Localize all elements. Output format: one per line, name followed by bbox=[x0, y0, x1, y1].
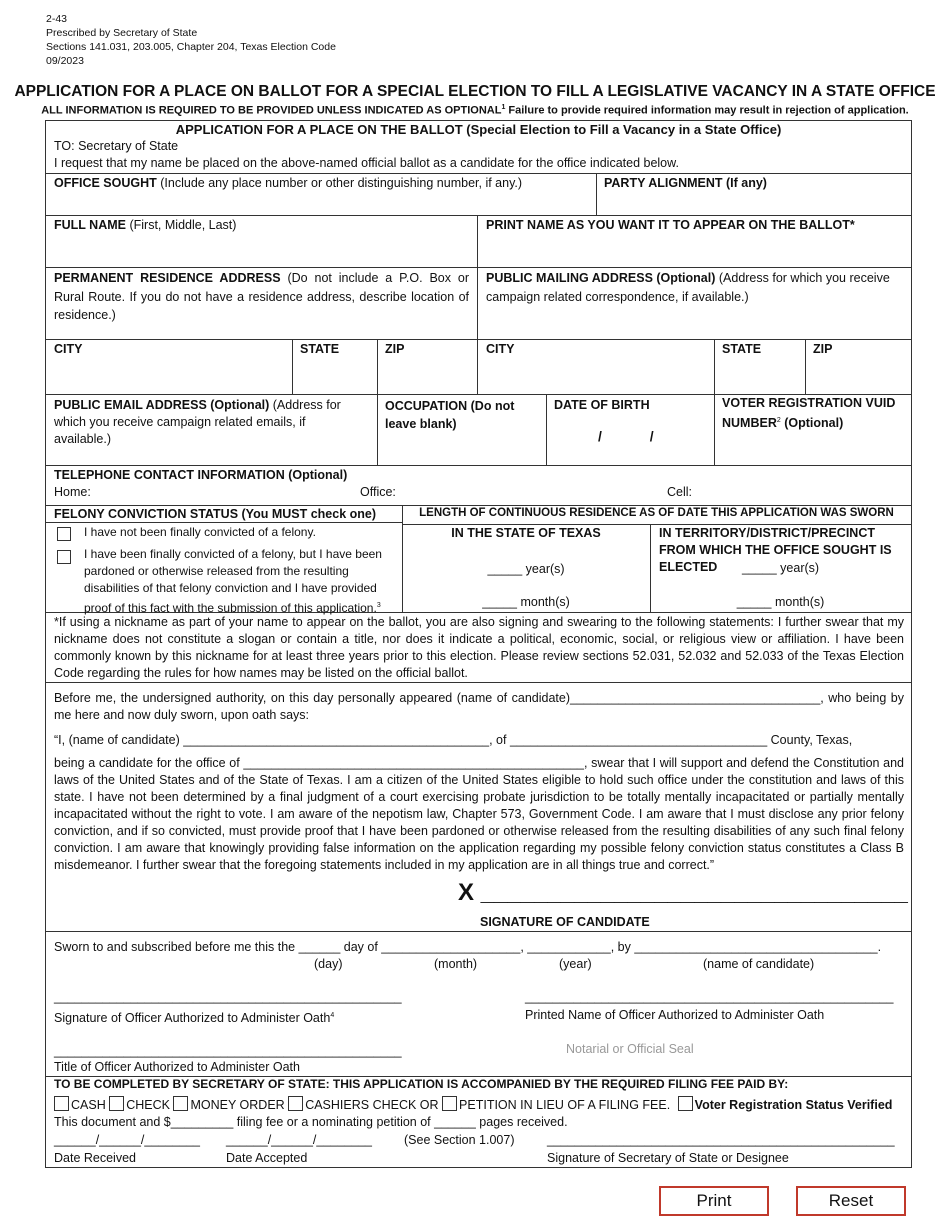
date-received-field[interactable]: ______/______/________ bbox=[54, 1133, 200, 1147]
footnote-4: 4 bbox=[330, 1012, 335, 1019]
residence-territory-label: IN TERRITORY/DISTRICT/PRECINCT FROM WHICH THE OFFICE SOUGHT IS ELECTED bbox=[659, 526, 892, 574]
document-received-line[interactable]: This document and $_________ filing fee or a nominating petition of ______ pages received. bbox=[54, 1115, 568, 1129]
fee-options bbox=[54, 1096, 892, 1114]
email-label: PUBLIC EMAIL ADDRESS (Optional) bbox=[54, 398, 270, 412]
territory-years-field[interactable]: _____ year(s) bbox=[741, 561, 820, 575]
territory-months-field[interactable]: _____ month(s) bbox=[736, 595, 825, 609]
city-field[interactable]: CITY bbox=[54, 342, 83, 356]
form-number: 2-43 bbox=[46, 13, 68, 25]
party-alignment-field[interactable]: PARTY ALIGNMENT (If any) bbox=[604, 176, 767, 190]
office-sought-hint: (Include any place number or other distinguishing number, if any.) bbox=[156, 176, 523, 190]
officer-signature-text: Signature of Officer Authorized to Administer Oath bbox=[54, 1011, 331, 1026]
sos-heading: TO BE COMPLETED BY SECRETARY OF STATE: THIS APPLICATION IS ACCOMPANIED BY THE REQUIRED FILING FEE PAID BY: bbox=[54, 1077, 789, 1091]
candidate-name-caption: (name of candidate) bbox=[703, 957, 815, 971]
footnote-1: 1 bbox=[501, 104, 506, 111]
texas-years-field[interactable]: _____ year(s) bbox=[487, 562, 565, 576]
officer-title-label: Title of Officer Authorized to Administer Oath bbox=[54, 1060, 300, 1074]
form-header bbox=[46, 12, 336, 68]
felony-option-2-label bbox=[84, 546, 394, 617]
oath-intro: Before me, the undersigned authority, on this day personally appeared (name of candidate)____________________________________, who being by me here and now duly sworn, upon oath says: bbox=[54, 691, 904, 722]
sos-signature-label: Signature of Secretary of State or Designee bbox=[547, 1151, 789, 1165]
full-name-field[interactable] bbox=[54, 217, 236, 234]
dob-separators: / / bbox=[598, 428, 654, 444]
officer-signature-line[interactable]: __________________________________________________ bbox=[54, 990, 402, 1004]
see-section-note: (See Section 1.007) bbox=[404, 1133, 515, 1147]
vuid-optional: (Optional) bbox=[780, 416, 844, 431]
page-title: APPLICATION FOR A PLACE ON BALLOT FOR A SPECIAL ELECTION TO FILL A LEGISLATIVE VACANCY IN A STATE OFFICE bbox=[14, 83, 936, 100]
money-order-checkbox[interactable] bbox=[173, 1096, 188, 1111]
felony-option-2-checkbox[interactable] bbox=[57, 550, 71, 564]
subtitle-rejection: Failure to provide required information may result in rejection of application. bbox=[505, 104, 909, 117]
day-caption: (day) bbox=[314, 957, 343, 971]
year-caption: (year) bbox=[559, 957, 592, 971]
email-hint: (Address for which you receive campaign related emails, if available.) bbox=[54, 398, 341, 446]
application-form bbox=[45, 120, 912, 1168]
candidate-signature-line[interactable]: X ________________________________ bbox=[458, 879, 908, 906]
date-received-label: Date Received bbox=[54, 1151, 136, 1165]
felony-option-1-checkbox[interactable] bbox=[57, 527, 71, 541]
felony-option-2-text: I have been finally convicted of a felony, but I have been pardoned or otherwise released from the resulting disabilities of that felony conviction and I have provided proof of this fact with the submission of this application. bbox=[84, 547, 382, 615]
mailing-address-label: PUBLIC MAILING ADDRESS (Optional) bbox=[486, 271, 716, 285]
mailing-address-hint: (Address for which you receive campaign related correspondence, if available.) bbox=[486, 271, 890, 304]
occupation-field[interactable]: OCCUPATION (Do not leave blank) bbox=[385, 399, 515, 431]
permanent-address-label: PERMANENT RESIDENCE ADDRESS bbox=[54, 271, 281, 285]
to-line: TO: Secretary of State bbox=[54, 139, 179, 153]
home-phone-field[interactable]: Home: bbox=[54, 485, 91, 499]
office-phone-field[interactable]: Office: bbox=[360, 485, 396, 499]
money-order-label: MONEY ORDER bbox=[190, 1098, 285, 1112]
code-sections: Sections 141.031, 203.005, Chapter 204, Texas Election Code bbox=[46, 41, 336, 53]
voter-verified-checkbox[interactable] bbox=[678, 1096, 693, 1111]
telephone-label: TELEPHONE CONTACT INFORMATION (Optional) bbox=[54, 468, 348, 482]
mailing-address-field[interactable] bbox=[486, 269, 906, 306]
texas-months-field[interactable]: _____ month(s) bbox=[482, 595, 570, 609]
officer-printed-name-line[interactable]: _____________________________________________________ bbox=[525, 990, 894, 1004]
petition-checkbox[interactable] bbox=[442, 1096, 457, 1111]
notarial-seal-area: Notarial or Official Seal bbox=[566, 1042, 694, 1056]
office-sought-field[interactable] bbox=[54, 175, 584, 192]
full-name-hint: (First, Middle, Last) bbox=[126, 218, 237, 232]
residence-texas-label: IN THE STATE OF TEXAS bbox=[451, 526, 601, 540]
office-sought-label: OFFICE SOUGHT bbox=[54, 176, 157, 190]
form-heading: APPLICATION FOR A PLACE ON THE BALLOT (Special Election to Fill a Vacancy in a State Office) bbox=[175, 122, 782, 137]
nickname-note: *If using a nickname as part of your name to appear on the ballot, you are also signing and swearing to the following statements: I further swear that my nickname does not constitute a slogan or contain a title, nor does it indicate a political, economic, social, or religious view or affiliation. I have been commonly known by this nickname for at least three years prior to this election. Please review sections 52.031, 52.032 and 52.033 of the Texas Election Code regarding the rules for how names may be listed on the official ballot. bbox=[54, 615, 904, 680]
cashiers-check-checkbox[interactable] bbox=[288, 1096, 303, 1111]
petition-label: PETITION IN LIEU OF A FILING FEE. bbox=[459, 1098, 671, 1112]
sworn-line[interactable]: Sworn to and subscribed before me this the ______ day of ____________________, ____________, by ___________________________________. bbox=[54, 940, 882, 954]
oath-candidate-line: “I, (name of candidate) ____________________________________________, of _____________________________________ County, Texas, bbox=[54, 733, 853, 747]
form-date: 09/2023 bbox=[46, 55, 84, 67]
reset-button[interactable]: Reset bbox=[796, 1186, 906, 1216]
felony-heading: FELONY CONVICTION STATUS (You MUST check one) bbox=[54, 507, 377, 521]
state-field[interactable]: STATE bbox=[300, 342, 340, 356]
request-line: I request that my name be placed on the above-named official ballot as a candidate for the office indicated below. bbox=[54, 156, 679, 170]
cash-label: CASH bbox=[71, 1098, 106, 1112]
officer-signature-label bbox=[54, 1007, 334, 1027]
ballot-name-field[interactable]: PRINT NAME AS YOU WANT IT TO APPEAR ON THE BALLOT* bbox=[486, 218, 855, 232]
sos-signature-line[interactable]: __________________________________________________ bbox=[547, 1133, 895, 1147]
cell-phone-field[interactable]: Cell: bbox=[667, 485, 693, 499]
print-button[interactable]: Print bbox=[659, 1186, 769, 1216]
full-name-label: FULL NAME bbox=[54, 218, 126, 232]
felony-option-1-label: I have not been finally convicted of a felony. bbox=[84, 525, 316, 539]
mailing-zip-field[interactable]: ZIP bbox=[813, 342, 833, 356]
cashiers-check-label: CASHIERS CHECK OR bbox=[305, 1098, 439, 1112]
cash-checkbox[interactable] bbox=[54, 1096, 69, 1111]
permanent-address-hint: (Do not include a P.O. Box or Rural Route. If you do not have a residence address, describe location of residence.) bbox=[54, 271, 469, 322]
dob-field[interactable]: DATE OF BIRTH bbox=[554, 398, 650, 412]
residence-heading: LENGTH OF CONTINUOUS RESIDENCE AS OF DATE THIS APPLICATION WAS SWORN bbox=[419, 507, 894, 519]
date-accepted-field[interactable]: ______/______/________ bbox=[226, 1133, 372, 1147]
footnote-2: 2 bbox=[776, 417, 781, 424]
voter-verified-label: Voter Registration Status Verified bbox=[694, 1098, 893, 1112]
permanent-address-field[interactable] bbox=[54, 269, 469, 325]
zip-field[interactable]: ZIP bbox=[385, 342, 405, 356]
check-label: CHECK bbox=[126, 1098, 170, 1112]
officer-printed-name-label: Printed Name of Officer Authorized to Administer Oath bbox=[525, 1008, 825, 1022]
mailing-state-field[interactable]: STATE bbox=[722, 342, 762, 356]
officer-title-line[interactable]: __________________________________________________ bbox=[54, 1044, 402, 1058]
page-subtitle bbox=[0, 104, 950, 117]
subtitle-required: ALL INFORMATION IS REQUIRED TO BE PROVIDED UNLESS INDICATED AS OPTIONAL bbox=[41, 104, 502, 117]
month-caption: (month) bbox=[434, 957, 478, 971]
prescribed-by: Prescribed by Secretary of State bbox=[46, 27, 198, 39]
footnote-3: 3 bbox=[376, 602, 381, 609]
mailing-city-field[interactable]: CITY bbox=[486, 342, 515, 356]
oath-body: being a candidate for the office of _________________________________________________, swear that I will support and defend the Constitution and laws of the United States and of the State of Texas. I am a citizen of the United States eligible to hold such office under the constitution and laws of this state. I have not been determined by a final judgment of a court exercising probate jurisdiction to be totally mentally incapacitated or partially mentally incapacitated without the right to vote. I am aware of the nepotism law, Chapter 573, Government Code. I am aware that I must disclose any prior felony conviction, and if so convicted, must provide proof that I have been pardoned or otherwise released from the resulting disabilities of any such final felony conviction. I am aware that knowingly providing false information on the application regarding my possible felony conviction status constitutes a Class B misdemeanor. I further swear that the foregoing statements included in my application are in all things true and correct.” bbox=[54, 756, 904, 872]
date-accepted-label: Date Accepted bbox=[226, 1151, 308, 1165]
vuid-field[interactable] bbox=[722, 395, 907, 432]
vuid-label: VOTER REGISTRATION VUID NUMBER bbox=[722, 396, 896, 431]
candidate-signature-label: SIGNATURE OF CANDIDATE bbox=[480, 915, 650, 929]
check-checkbox[interactable] bbox=[109, 1096, 124, 1111]
email-field[interactable] bbox=[54, 397, 354, 448]
